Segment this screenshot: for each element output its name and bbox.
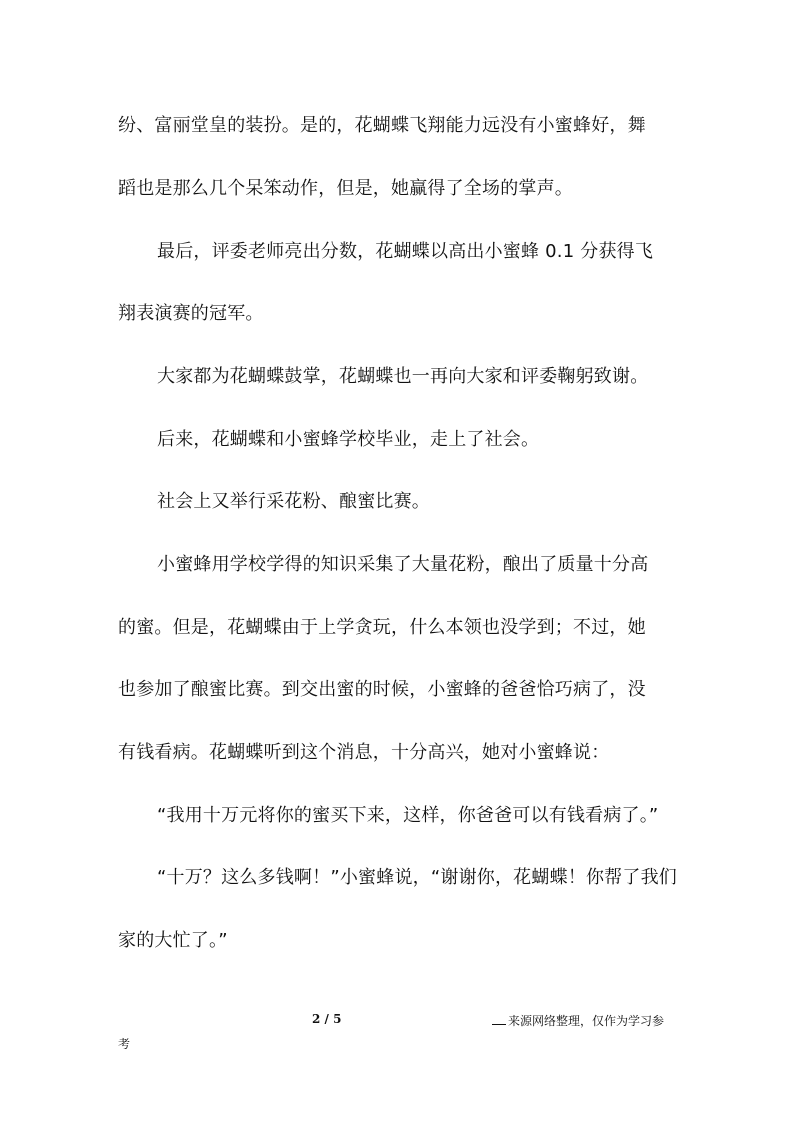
page-number: 2 / 5 xyxy=(312,1012,342,1026)
text-line: “我用十万元将你的蜜买下来，这样，你爸爸可以有钱看病了。” xyxy=(157,805,659,826)
text-line: 蹈也是那么几个呆笨动作，但是，她赢得了全场的掌声。 xyxy=(118,178,573,199)
source-note xyxy=(492,1012,664,1029)
text-line: 也参加了酿蜜比赛。到交出蜜的时候，小蜜蜂的爸爸恰巧病了，没 xyxy=(118,679,646,700)
text-line: 有钱看病。花蝴蝶听到这个消息，十分高兴，她对小蜜蜂说： xyxy=(118,742,610,763)
footer-rule xyxy=(492,1024,506,1025)
text-line: 最后，评委老师亮出分数，花蝴蝶以高出小蜜蜂 0.1 分获得飞 xyxy=(157,241,654,262)
text-line: “十万？这么多钱啊！”小蜜蜂说，“谢谢你，花蝴蝶！你帮了我们 xyxy=(157,867,677,888)
text-line: 纷、富丽堂皇的装扮。是的，花蝴蝶飞翔能力远没有小蜜蜂好，舞 xyxy=(118,115,646,136)
source-note-text: 来源网络整理，仅作为学习参 xyxy=(508,1014,665,1028)
text-line: 社会上又举行采花粉、酿蜜比赛。 xyxy=(157,491,430,512)
text-line: 大家都为花蝴蝶鼓掌，花蝴蝶也一再向大家和评委鞠躬致谢。 xyxy=(157,366,649,387)
source-note-wrap: 考 xyxy=(118,1037,131,1051)
text-line: 的蜜。但是，花蝴蝶由于上学贪玩，什么本领也没学到；不过，她 xyxy=(118,617,646,638)
text-line: 家的大忙了。” xyxy=(118,930,228,951)
text-line: 后来，花蝴蝶和小蜜蜂学校毕业，走上了社会。 xyxy=(157,429,540,450)
text-line: 翔表演赛的冠军。 xyxy=(118,303,264,324)
text-line: 小蜜蜂用学校学得的知识采集了大量花粉，酿出了质量十分高 xyxy=(157,554,649,575)
